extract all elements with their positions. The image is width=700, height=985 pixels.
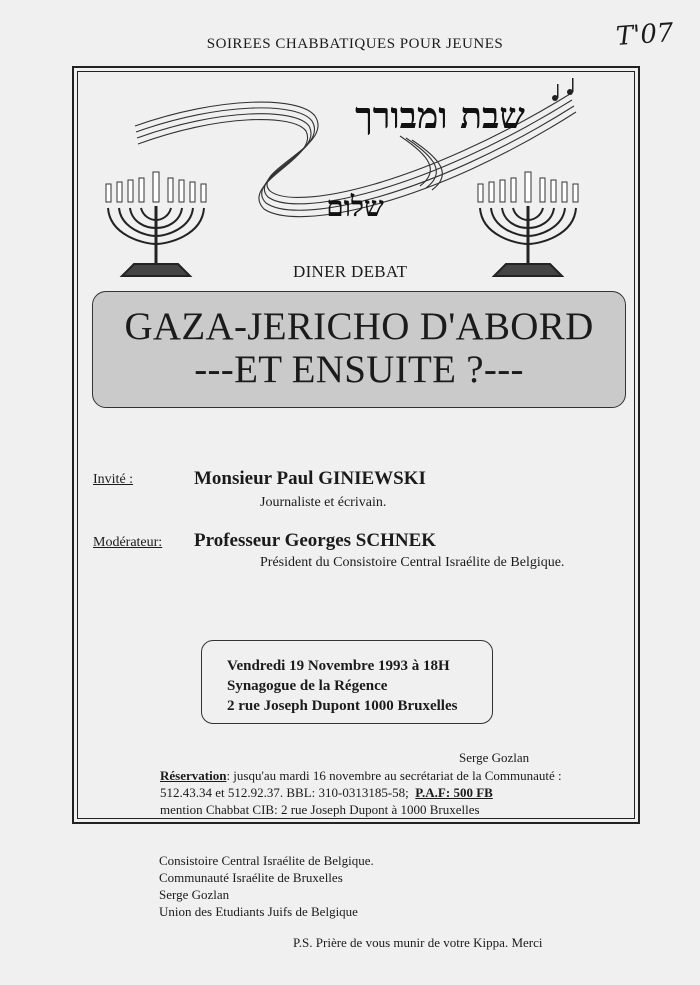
reservation-label: Réservation (160, 768, 227, 783)
reservation-text-2: 512.43.34 et 512.92.37. BBL: 310-0313185-58; (160, 785, 409, 800)
event-details-box (201, 640, 493, 724)
ps-note: P.S. Prière de vous munir de votre Kippa. Merci (293, 935, 543, 950)
event-title-line2: ---ET ENSUITE ?--- (194, 348, 524, 391)
moderator-description: Président du Consistoire Central Israélite de Belgique. (260, 555, 565, 570)
organizer-list (159, 852, 374, 920)
organizer-item: Union des Etudiants Juifs de Belgique (159, 904, 358, 919)
header-illustration (100, 76, 610, 286)
series-title: SOIREES CHABBATIQUES POUR JEUNES (206, 36, 504, 52)
event-title-line1: GAZA-JERICHO D'ABORD (124, 305, 594, 348)
hebrew-upper-text: שבת ומבורך (355, 95, 525, 137)
guest-description: Journaliste et écrivain. (260, 495, 387, 510)
event-venue: Synagogue de la Régence (227, 678, 388, 694)
handwritten-mark: T'07 (615, 18, 675, 52)
reservation-block (160, 767, 630, 818)
hebrew-lower-text: שלום (326, 190, 384, 223)
event-type: DINER DEBAT (293, 262, 408, 281)
moderator-name: Professeur Georges SCHNEK (194, 530, 437, 551)
music-note-icon (552, 78, 574, 101)
event-title-box (92, 291, 626, 408)
reservation-paf: P.A.F: 500 FB (415, 785, 493, 800)
organizer-item: Serge Gozlan (159, 887, 230, 902)
menorah-right-icon (478, 172, 578, 276)
reservation-contact: Serge Gozlan (459, 750, 530, 765)
event-address: 2 rue Joseph Dupont 1000 Bruxelles (227, 698, 458, 714)
reservation-text-1: : jusqu'au mardi 16 novembre au secrétariat de la Communauté : (226, 768, 562, 783)
organizer-item: Consistoire Central Israélite de Belgique. (159, 853, 374, 868)
organizer-item: Communauté Israélite de Bruxelles (159, 870, 343, 885)
reservation-text-3: mention Chabbat CIB: 2 rue Joseph Dupont à 1000 Bruxelles (160, 802, 480, 817)
guest-label: Invité : (93, 472, 134, 487)
event-date: Vendredi 19 Novembre 1993 à 18H (227, 658, 450, 674)
menorah-left-icon (106, 172, 206, 276)
guest-name: Monsieur Paul GINIEWSKI (194, 468, 426, 489)
moderator-label: Modérateur: (93, 535, 163, 550)
